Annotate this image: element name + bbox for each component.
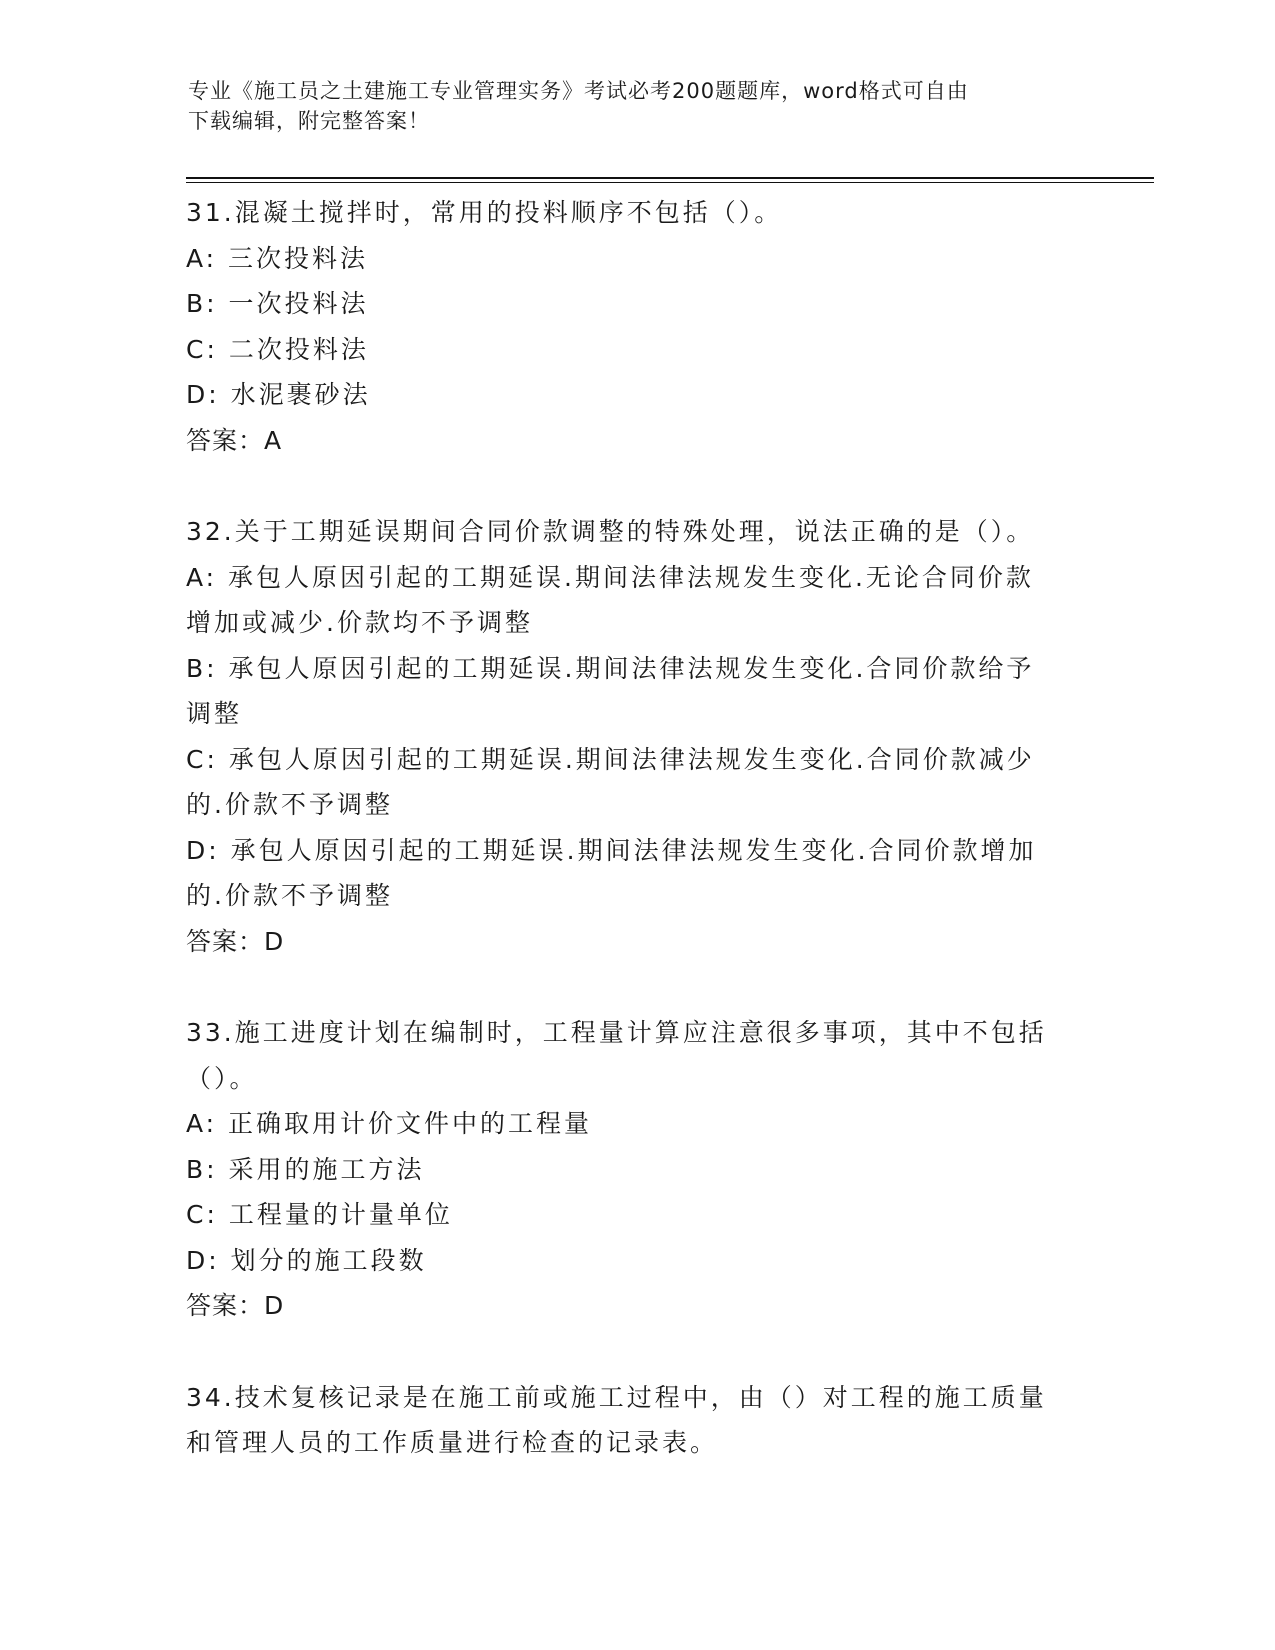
option-a-line-2: 增加或减少.价款均不予调整 [186, 608, 533, 637]
question-33 [186, 1010, 1086, 1329]
option-c: C: 二次投料法 [186, 334, 369, 364]
question-stem-line-2: （）。 [186, 1063, 258, 1093]
header-rule-thick [186, 177, 1154, 179]
question-stem-line-2: 和管理人员的工作质量进行检查的记录表。 [186, 1428, 719, 1457]
question-32 [186, 509, 1086, 964]
question-stem-line-1: 34.技术复核记录是在施工前或施工过程中，由（）对工程的施工质量 [186, 1382, 1047, 1412]
option-d: D: 水泥裹砂法 [186, 380, 371, 409]
question-stem-line-1: 33.施工进度计划在编制时，工程量计算应注意很多事项，其中不包括 [186, 1018, 1047, 1047]
question-31 [186, 190, 1086, 463]
question-stem: 32.关于工期延误期间合同价款调整的特殊处理，说法正确的是（）。 [186, 517, 1035, 546]
question-34 [186, 1375, 1086, 1466]
option-b-line-1: B: 承包人原因引起的工期延误.期间法律法规发生变化.合同价款给予 [186, 653, 1035, 683]
option-c: C: 工程量的计量单位 [186, 1200, 453, 1229]
option-b-line-2: 调整 [186, 699, 243, 728]
option-a: A: 三次投料法 [186, 243, 369, 273]
answer: 答案：D [186, 926, 285, 956]
question-list [186, 190, 1086, 1466]
answer: 答案：A [186, 425, 283, 455]
option-d-line-2: 的.价款不予调整 [186, 881, 393, 910]
option-b: B: 采用的施工方法 [186, 1154, 425, 1184]
header-rule-thin [186, 182, 1154, 183]
option-b: B: 一次投料法 [186, 289, 369, 318]
header-line-2: 下载编辑，附完整答案！ [188, 109, 430, 133]
option-d: D: 划分的施工段数 [186, 1245, 427, 1275]
question-stem: 31.混凝土搅拌时，常用的投料顺序不包括（）。 [186, 198, 783, 227]
option-c-line-2: 的.价款不予调整 [186, 790, 393, 819]
option-c-line-1: C: 承包人原因引起的工期延误.期间法律法规发生变化.合同价款减少 [186, 744, 1035, 774]
option-d-line-1: D: 承包人原因引起的工期延误.期间法律法规发生变化.合同价款增加 [186, 835, 1037, 865]
document-header [188, 76, 1068, 136]
option-a: A: 正确取用计价文件中的工程量 [186, 1109, 593, 1138]
answer: 答案：D [186, 1291, 285, 1320]
header-line-1: 专业《施工员之土建施工专业管理实务》考试必考200题题库，word格式可自由 [188, 79, 969, 103]
option-a-line-1: A: 承包人原因引起的工期延误.期间法律法规发生变化.无论合同价款 [186, 562, 1034, 592]
